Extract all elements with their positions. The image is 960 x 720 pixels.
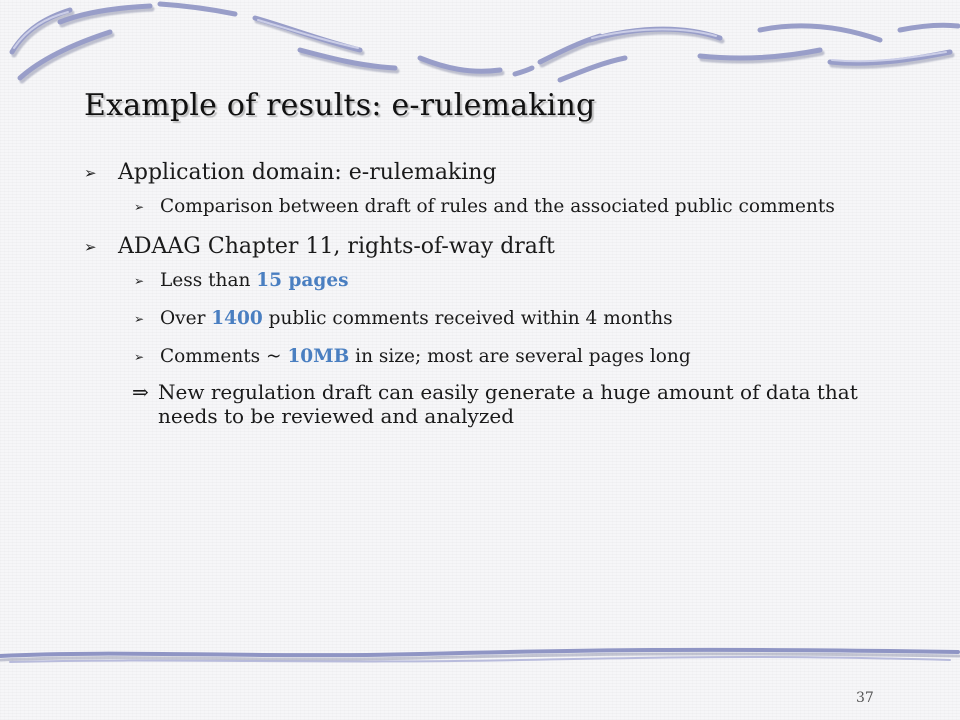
bullet-text-prefix: Over: [160, 308, 212, 329]
highlight-value: 10MB: [287, 346, 350, 367]
arrowhead-bullet-icon: ➢: [134, 200, 145, 214]
highlight-value: 15 pages: [256, 270, 349, 291]
slide-title: Example of results: e-rulemaking: [84, 88, 596, 123]
bullet-item-level2: [84, 344, 884, 370]
implication-item: [84, 380, 884, 428]
bullet-list: [84, 158, 884, 428]
highlight-value: 1400: [211, 308, 263, 329]
bullet-item-level2: [84, 194, 884, 220]
arrowhead-bullet-icon: ➢: [134, 350, 145, 364]
implication-text: New regulation draft can easily generate a huge amount of data that needs to be reviewed and analyzed: [158, 380, 858, 428]
page-number: 37: [856, 690, 874, 706]
double-arrow-implies-icon: ⇒: [132, 380, 149, 404]
bullet-text: ADAAG Chapter 11, rights-of-way draft: [118, 234, 555, 259]
bullet-item-level2: [84, 306, 884, 332]
top-brushstroke-decoration: [0, 0, 960, 90]
bullet-text-prefix: Less than: [160, 270, 257, 291]
bullet-text-suffix: public comments received within 4 months: [262, 308, 673, 329]
bullet-text: Application domain: e-rulemaking: [118, 160, 497, 185]
bullet-item-level1: [84, 158, 884, 188]
arrowhead-bullet-icon: ➢: [84, 238, 97, 256]
bullet-text: Comparison between draft of rules and the associated public comments: [160, 196, 835, 217]
arrowhead-bullet-icon: ➢: [134, 312, 145, 326]
bullet-text-prefix: Comments ~: [160, 346, 288, 367]
arrowhead-bullet-icon: ➢: [84, 164, 97, 182]
arrowhead-bullet-icon: ➢: [134, 274, 145, 288]
bullet-text-suffix: in size; most are several pages long: [349, 346, 691, 367]
bullet-item-level2: [84, 268, 884, 294]
bullet-item-level1: [84, 232, 884, 262]
bottom-brushstroke-divider: [0, 640, 960, 670]
